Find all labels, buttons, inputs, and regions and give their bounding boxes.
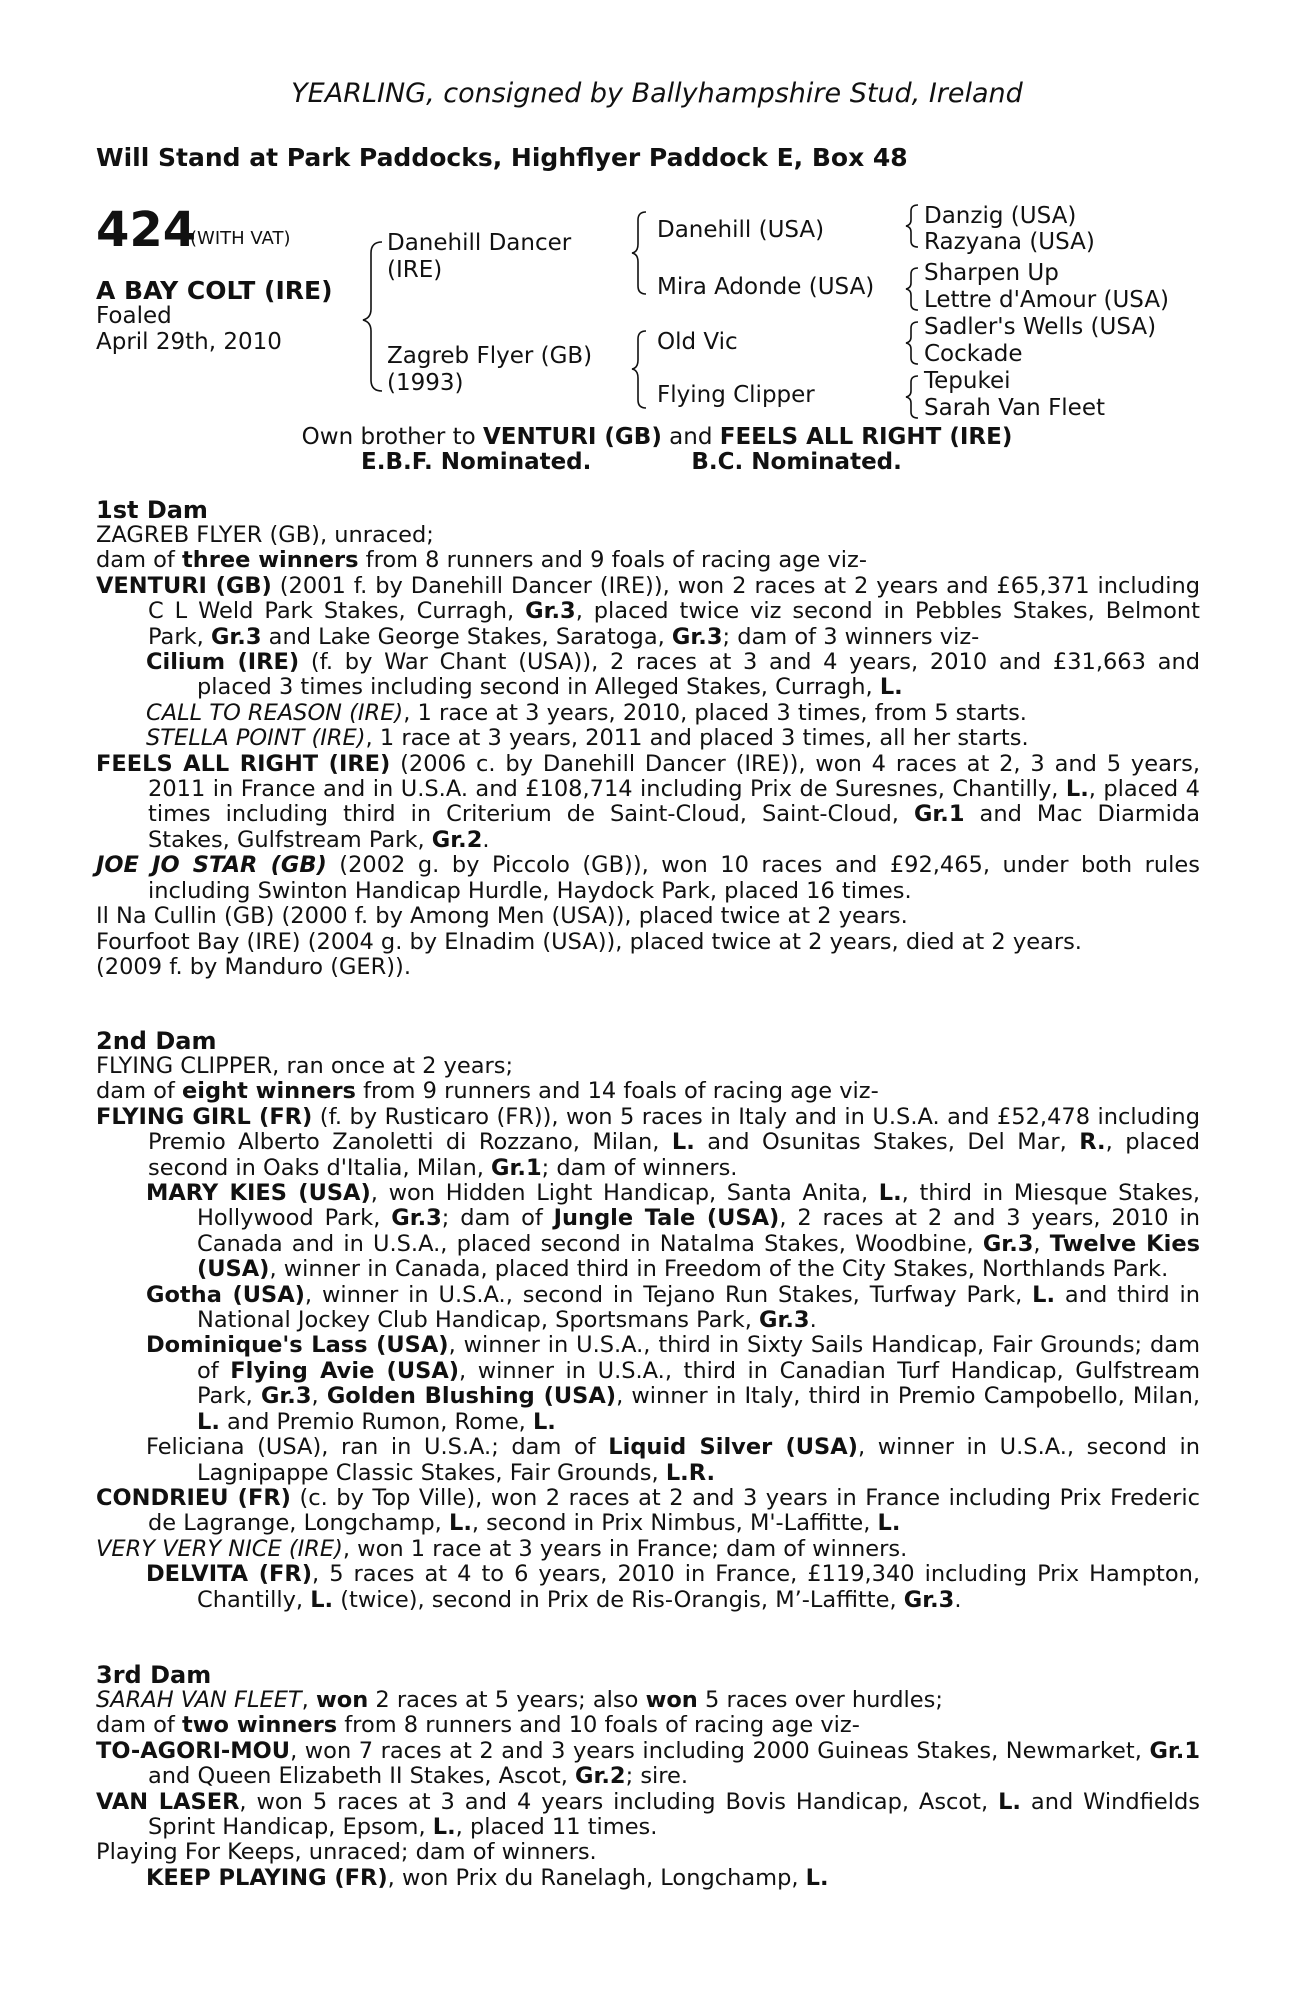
record-line [96, 650, 1200, 701]
ancestor-3: Sharpen Up [924, 260, 1059, 286]
record-text: from 8 runners and 9 foals of racing age viz- [358, 547, 867, 574]
record-text: Fourfoot Bay (IRE) (2004 g. by Elnadim (USA)), placed twice at 2 years, died at 2 years. [96, 928, 1082, 955]
second-dam-section [96, 1029, 1200, 1613]
record-line [96, 1562, 1200, 1613]
record-text: 2 races at 5 years; also [368, 1687, 646, 1713]
horse-or-grade-text: Flying Avie (USA) [230, 1357, 460, 1384]
record-text: and Windfields Sprint Handicap, Epsom, [148, 1788, 1200, 1841]
record-text: , placed second in Oaks d'Italia, Milan, [148, 1129, 1201, 1181]
record-text: (2002 g. by Piccolo (GB)), won 10 races and £92,465, under both rules including Swinton Handicap Hurdle, Haydock Park, placed 16 times. [148, 852, 1200, 904]
record-line [96, 1333, 1200, 1435]
record-line [96, 574, 1200, 650]
horse-or-grade-text: VAN LASER [96, 1788, 240, 1815]
record-line [96, 955, 1200, 980]
horse-or-grade-text: Gr.1 [913, 801, 965, 828]
pedigree-block [0, 0, 1314, 480]
record-text: (2001 f. by Danehill Dancer (IRE)), won 2 races at 2 years and £65,371 including C L Weld Park Stakes, Curragh, [148, 572, 1200, 625]
first-dam-heading: 1st Dam [96, 496, 208, 524]
horse-or-grade-text: Gotha (USA) [146, 1281, 305, 1308]
horse-or-grade-text: Gr.3 [982, 1230, 1034, 1257]
horse-or-grade-text: Gr.3 [391, 1205, 442, 1232]
record-text: . [482, 826, 490, 853]
record-text: (f. by Rusticaro (FR)), won 5 races in Italy and in U.S.A. and £52,478 including Premio Alberto Zanoletti di Rozzano, Milan, [148, 1103, 1200, 1156]
record-text: . [809, 1307, 817, 1334]
record-line [96, 1713, 1200, 1738]
record-text: , 2 races at 2 and 3 years, 2010 in Canada and in U.S.A., placed second in Natalma Stakes, Woodbine, [197, 1205, 1200, 1257]
record-text: , 1 race at 3 years, 2010, placed 3 times, from 5 starts. [403, 699, 1027, 726]
horse-or-grade-text: Dominique's Lass (USA) [146, 1332, 449, 1359]
record-text: , placed twice viz second in Pebbles Stakes, Belmont Park, [148, 598, 1200, 650]
record-line [96, 1105, 1200, 1181]
foaled-date: April 29th, 2010 [96, 329, 282, 355]
record-text: , winner in Italy, third in Premio Campobello, Milan, [616, 1383, 1200, 1410]
record-text: , winner in U.S.A., third in Canadian Turf Handicap, Gulfstream Park, [197, 1357, 1200, 1410]
record-line [96, 1435, 1200, 1486]
record-text: (f. by War Chant (USA)), 2 races at 3 and 4 years, 2010 and £31,663 and placed 3 times including second in Alleged Stakes, Curragh, [197, 649, 1200, 701]
record-text: Feliciana (USA), ran in U.S.A.; dam of [146, 1434, 609, 1461]
horse-or-grade-text: Gr.2 [431, 826, 483, 853]
bracket-sire [632, 212, 646, 294]
first-dam-section [96, 498, 1200, 980]
bracket-gp4 [906, 376, 918, 418]
horse-or-grade-text: L. [879, 674, 903, 701]
horse-or-grade-text: TO-AGORI-MOU [96, 1737, 291, 1764]
horse-or-grade-text: Gr.3 [260, 1383, 312, 1410]
record-line [96, 930, 1200, 955]
own-brother-note: Own brother to VENTURI (GB) and FEELS ALL RIGHT (IRE) [301, 424, 1013, 450]
third-dam-section [96, 1663, 1200, 1891]
consignment-line: YEARLING, consigned by Ballyhampshire Stud, Ireland [291, 78, 1023, 109]
brother-feels-all-right: FEELS ALL RIGHT (IRE) [719, 424, 1013, 450]
horse-or-grade-text: VERY VERY NICE (IRE) [96, 1535, 343, 1562]
record-text: from 9 runners and 14 foals of racing age viz- [355, 1078, 879, 1105]
dam-year: (1993) [387, 370, 464, 396]
horse-or-grade-text: Gr.3 [759, 1307, 810, 1334]
horse-or-grade-text: CONDRIEU (FR) [96, 1484, 291, 1511]
horse-or-grade-text: L. [310, 1586, 334, 1613]
horse-or-grade-text: Gr.3 [671, 623, 723, 650]
record-line [96, 1790, 1200, 1841]
third-dam-body [96, 1688, 1200, 1891]
record-text: , 5 races at 4 to 6 years, 2010 in France, £119,340 including Prix Hampton, Chantilly, [197, 1561, 1200, 1613]
horse-or-grade-text: eight winners [181, 1078, 356, 1105]
record-line [96, 1283, 1200, 1334]
horse-or-grade-text: CALL TO REASON (IRE) [146, 699, 404, 726]
horse-or-grade-text: two winners [181, 1712, 338, 1739]
second-dam-body [96, 1054, 1200, 1613]
horse-or-grade-text: FEELS ALL RIGHT (IRE) [96, 750, 391, 777]
horse-or-grade-text: L.R. [665, 1459, 715, 1486]
horse-or-grade-text: three winners [181, 547, 359, 574]
horse-or-grade-text: Twelve Kies (USA) [197, 1230, 1200, 1283]
record-text: (c. by Top Ville), won 2 races at 2 and 3 years in France including Prix Frederic de Lagrange, Longchamp, [148, 1484, 1200, 1537]
horse-or-grade-text: Gr.3 [903, 1586, 955, 1613]
record-text: , [301, 1687, 316, 1713]
record-text: , won 5 races at 3 and 4 years including Bovis Handicap, Ascot, [239, 1788, 999, 1815]
record-line [96, 1866, 1200, 1891]
third-dam-heading: 3rd Dam [96, 1661, 212, 1689]
horse-or-grade-text: L. [532, 1408, 556, 1435]
horse-or-grade-text: Liquid Silver (USA) [608, 1434, 858, 1461]
lot-number: 424 [96, 202, 197, 258]
record-line [96, 1840, 1200, 1865]
horse-or-grade-text: Jungle Tale (USA) [553, 1205, 780, 1232]
record-line [96, 548, 1200, 573]
record-text: , winner in Canada, placed third in Freedom of the City Stakes, Northlands Park. [269, 1256, 1169, 1283]
dam-dam-name: Flying Clipper [657, 382, 815, 408]
record-line [96, 701, 1200, 726]
ancestor-8: Sarah Van Fleet [924, 395, 1106, 421]
record-text: , 1 race at 3 years, 2011 and placed 3 times, all her starts. [365, 725, 1029, 752]
record-text: dam of [96, 1078, 182, 1105]
record-text: and Mac Diarmida Stakes, Gulfstream Park, [148, 801, 1200, 853]
horse-or-grade-text: DELVITA (FR) [146, 1561, 313, 1588]
record-text: ; dam of [441, 1205, 554, 1232]
horse-or-grade-text: FLYING GIRL (FR) [96, 1103, 313, 1130]
horse-or-grade-text: STELLA POINT (IRE) [146, 725, 366, 752]
record-line [96, 523, 1200, 548]
sire-sire-name: Danehill (USA) [657, 217, 825, 243]
ebf-nomination: E.B.F. Nominated. [361, 449, 592, 475]
horse-or-grade-text: L. [1065, 776, 1089, 803]
record-text: , winner in U.S.A., second in Lagnipappe Classic Stakes, Fair Grounds, [197, 1434, 1200, 1486]
sire-dam-name: Mira Adonde (USA) [657, 274, 875, 300]
horse-or-grade-text: Gr.3 [210, 623, 262, 650]
record-text: 5 races over hurdles; [697, 1687, 943, 1713]
record-text: ; dam of winners. [541, 1154, 738, 1181]
ancestor-2: Razyana (USA) [924, 229, 1095, 255]
horse-or-grade-text: L. [432, 1814, 456, 1841]
record-text: (twice), second in Prix de Ris-Orangis, M’-Laffitte, [333, 1586, 904, 1613]
horse-or-grade-text: L. [448, 1510, 472, 1537]
bracket-gp2 [906, 268, 918, 310]
first-dam-body [96, 523, 1200, 980]
foaled-label: Foaled [96, 303, 172, 329]
horse-or-grade-text: L. [878, 1180, 902, 1207]
horse-or-grade-text: won [315, 1687, 369, 1713]
horse-or-grade-text: Gr.3 [525, 598, 576, 625]
record-text: , [311, 1383, 327, 1410]
record-line [96, 1739, 1200, 1790]
horse-or-grade-text: L. [877, 1510, 901, 1537]
record-text: dam of [96, 1712, 182, 1739]
record-text: Playing For Keeps, unraced; dam of winners. [96, 1839, 597, 1866]
record-text: , winner in U.S.A., third in Sixty Sails Handicap, Fair Grounds; dam of [197, 1332, 1200, 1384]
horse-or-grade-text: Golden Blushing (USA) [326, 1383, 617, 1410]
record-text: and Lake George Stakes, Saratoga, [261, 623, 672, 650]
record-text: from 8 runners and 10 foals of racing age viz- [337, 1712, 860, 1739]
record-line [96, 752, 1200, 854]
horse-or-grade-text: Gr.1 [491, 1154, 542, 1181]
horse-or-grade-text: Gr.1 [1149, 1737, 1200, 1764]
horse-or-grade-text: L. [671, 1129, 695, 1156]
record-text: FLYING CLIPPER, ran once at 2 years; [96, 1053, 514, 1079]
record-line [96, 1054, 1200, 1079]
record-line [96, 1181, 1200, 1283]
record-text: (2009 f. by Manduro (GER)). [96, 953, 411, 980]
record-text: (2006 c. by Danehill Dancer (IRE)), won 4 races at 2, 3 and 5 years, 2011 in France and in U.S.A. and £108,714 including Prix de Suresnes, Chantilly, [148, 750, 1200, 803]
horse-or-grade-text: SARAH VAN FLEET [96, 1687, 302, 1713]
bc-nomination: B.C. Nominated. [691, 449, 902, 475]
record-text: , won 7 races at 2 and 3 years including 2000 Guineas Stakes, Newmarket, [290, 1737, 1150, 1764]
ancestor-5: Sadler's Wells (USA) [924, 314, 1157, 340]
ancestor-1: Danzig (USA) [924, 203, 1077, 229]
bracket-gp3 [906, 322, 918, 364]
horse-or-grade-text: Cilium (IRE) [146, 649, 300, 676]
record-text: ; sire. [625, 1763, 689, 1790]
sire-name: Danehill Dancer [387, 230, 572, 256]
record-text: dam of [96, 547, 182, 574]
sire-origin: (IRE) [387, 257, 443, 283]
record-text: and Queen Elizabeth II Stakes, Ascot, [148, 1763, 576, 1790]
bracket-dam [632, 331, 646, 408]
bracket-gp1 [906, 205, 918, 247]
record-line [96, 853, 1200, 904]
second-dam-heading: 2nd Dam [96, 1027, 217, 1055]
horse-or-grade-text: Gr.2 [575, 1763, 626, 1790]
record-text: , won 1 race at 3 years in France; dam of winners. [342, 1535, 908, 1562]
bracket-main [363, 242, 382, 391]
record-text: , won Hidden Light Handicap, Santa Anita, [370, 1180, 879, 1207]
record-text: and Premio Rumon, Rome, [219, 1408, 533, 1435]
record-text: and Osunitas Stakes, Del Mar, [694, 1129, 1080, 1156]
dam-name: Zagreb Flyer (GB) [387, 343, 593, 369]
record-line [96, 1688, 1200, 1713]
ancestor-4: Lettre d'Amour (USA) [924, 287, 1170, 313]
record-text: , placed 11 times. [455, 1814, 658, 1841]
horse-or-grade-text: L. [1032, 1281, 1056, 1308]
record-text: . [954, 1586, 962, 1613]
horse-or-grade-text: KEEP PLAYING (FR) [146, 1864, 388, 1891]
horse-or-grade-text: won [645, 1687, 698, 1713]
record-text: , won Prix du Ranelagh, Longchamp, [387, 1864, 806, 1891]
record-text: , third in Miesque Stakes, Hollywood Park, [197, 1180, 1200, 1232]
horse-or-grade-text: L. [998, 1788, 1021, 1815]
horse-or-grade-text: VENTURI (GB) [96, 572, 272, 599]
brother-venturi: VENTURI (GB) [483, 424, 662, 450]
record-text: , placed 4 times including third in Criterium de Saint-Cloud, Saint-Cloud, [148, 776, 1200, 828]
ancestor-6: Cockade [924, 341, 1023, 367]
record-text: , winner in U.S.A., second in Tejano Run Stakes, Turfway Park, [304, 1281, 1033, 1308]
record-line [96, 726, 1200, 751]
dam-sire-name: Old Vic [657, 329, 738, 355]
nominations [361, 449, 902, 475]
record-line [96, 1537, 1200, 1562]
record-text: , second in Prix Nimbus, M'-Laffitte, [471, 1510, 878, 1537]
record-text: Il Na Cullin (GB) (2000 f. by Among Men (USA)), placed twice at 2 years. [96, 903, 908, 930]
record-text: ZAGREB FLYER (GB), unraced; [96, 522, 434, 548]
record-text: and third in National Jockey Club Handicap, Sportsmans Park, [197, 1281, 1200, 1334]
record-line [96, 1486, 1200, 1537]
ancestor-7: Tepukei [924, 368, 1011, 394]
horse-or-grade-text: L. [805, 1864, 829, 1891]
record-text: ; dam of 3 winners viz- [722, 623, 980, 650]
vat-note: (WITH VAT) [190, 228, 291, 249]
record-line [96, 904, 1200, 929]
horse-or-grade-text: JOE JO STAR (GB) [96, 852, 327, 879]
horse-or-grade-text: MARY KIES (USA) [146, 1180, 371, 1207]
horse-name: A BAY COLT (IRE) [96, 276, 333, 305]
horse-or-grade-text: L. [197, 1408, 220, 1435]
record-text: , [1033, 1230, 1050, 1257]
location-line: Will Stand at Park Paddocks, Highflyer Paddock E, Box 48 [96, 143, 908, 172]
horse-or-grade-text: R. [1079, 1129, 1106, 1156]
record-line [96, 1079, 1200, 1104]
